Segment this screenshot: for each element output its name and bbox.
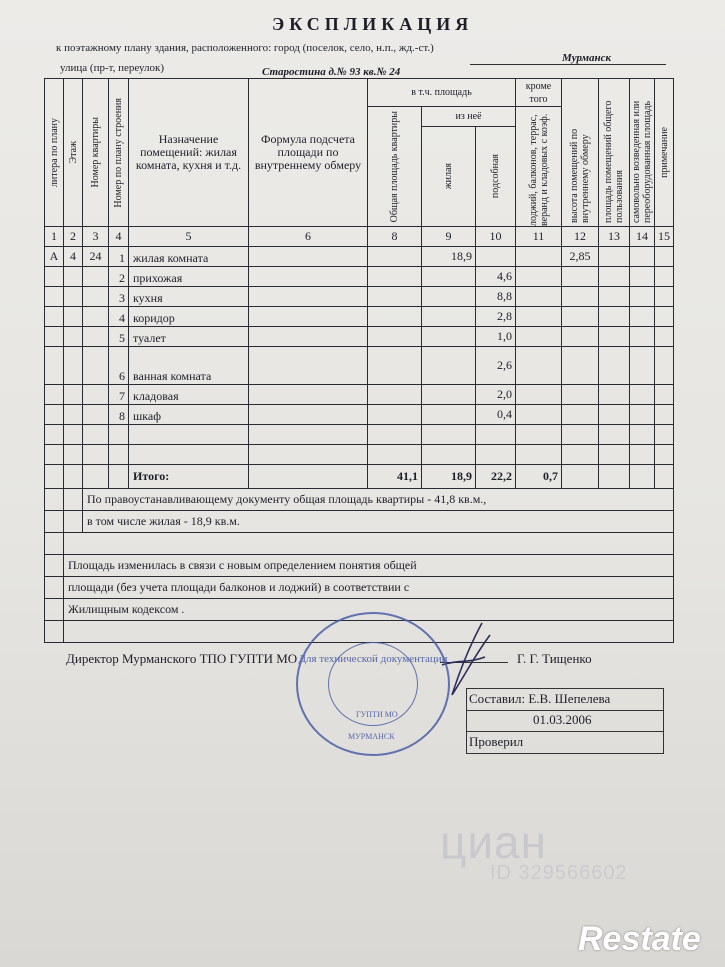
cell-living [422, 307, 476, 327]
explication-table [44, 78, 674, 643]
stamp-city: МУРМАНСК [348, 732, 395, 741]
cell-total [368, 247, 422, 267]
header-apartment: Номер квартиры [83, 79, 109, 227]
note-row [45, 533, 674, 555]
compiled-by: Составил: Е.В. Шепелева [469, 691, 611, 706]
note-row [45, 511, 674, 533]
header-loggia: лоджий, балконов, террас, веранд и кладовых с коэф. [516, 107, 562, 227]
cell-n: 6 [109, 347, 129, 385]
cell-name: кухня [129, 287, 249, 307]
cell-floor [64, 405, 83, 425]
header-note: примечание [655, 79, 674, 227]
header-total-area: Общая площадь квартиры [368, 107, 422, 227]
cell-apt [83, 287, 109, 307]
restate-logo: Restate [578, 920, 701, 958]
cian-watermark: циан [440, 816, 548, 868]
table-row [45, 267, 674, 287]
cell-lit [45, 327, 64, 347]
note-row [45, 577, 674, 599]
director-title: Директор Мурманского ТПО ГУПТИ МО [66, 651, 298, 666]
cell-floor [64, 287, 83, 307]
cell-name: туалет [129, 327, 249, 347]
cian-listing-id: ID 329566602 [490, 862, 628, 884]
cell-living [422, 327, 476, 347]
cell-name: жилая комната [129, 247, 249, 267]
header-living: жилая [422, 127, 476, 227]
table-row [45, 347, 674, 385]
cell-floor [64, 267, 83, 287]
cell-aux: 2,6 [476, 347, 516, 385]
total-aux: 22,2 [476, 465, 516, 489]
cell-living [422, 287, 476, 307]
cell-floor [64, 327, 83, 347]
total-total: 41,1 [368, 465, 422, 489]
cell-height [562, 287, 599, 307]
cell-aux: 4,6 [476, 267, 516, 287]
note-text: площади (без учета площади балконов и лоджий) в соответствии с [64, 577, 674, 599]
cell-height [562, 405, 599, 425]
cell-lit [45, 347, 64, 385]
stamp-org: ГУПТИ МО [356, 710, 398, 719]
note-text [64, 533, 674, 555]
city-value: Мурманск [470, 52, 666, 65]
cell-height [562, 267, 599, 287]
cell-apt [83, 307, 109, 327]
cell-aux: 2,8 [476, 307, 516, 327]
cell-apt [83, 327, 109, 347]
cell-living [422, 405, 476, 425]
totals-row [45, 465, 674, 489]
table-row [45, 307, 674, 327]
cell-aux: 0,4 [476, 405, 516, 425]
cell-floor: 4 [64, 247, 83, 267]
cell-aux: 8,8 [476, 287, 516, 307]
table-row-empty [45, 445, 674, 465]
cell-floor [64, 307, 83, 327]
cell-lit [45, 267, 64, 287]
note-row [45, 489, 674, 511]
cell-height [562, 347, 599, 385]
document-title: ЭКСПЛИКАЦИЯ [272, 14, 474, 34]
header-except: кроме того [516, 79, 562, 107]
cell-aux [476, 247, 516, 267]
cell-n: 4 [109, 307, 129, 327]
cell-n: 1 [109, 247, 129, 267]
header-plan-number: Номер по плану строения [109, 79, 129, 227]
header-auxiliary: подсобная [476, 127, 516, 227]
table-row [45, 327, 674, 347]
cell-total [368, 405, 422, 425]
street-value: Старостина д.№ 93 кв.№ 24 [262, 66, 401, 78]
cell-height [562, 307, 599, 327]
header-height: высота помещений по внутреннему обмеру [562, 79, 599, 227]
cell-total [368, 267, 422, 287]
total-living: 18,9 [422, 465, 476, 489]
compiled-box [466, 688, 664, 754]
cell-n: 8 [109, 405, 129, 425]
column-numbers-row: 1 2 3 4 5 6 8 9 10 11 12 13 14 15 [45, 227, 674, 247]
cell-floor [64, 385, 83, 405]
cell-apt [83, 347, 109, 385]
cell-n: 5 [109, 327, 129, 347]
table-row [45, 385, 674, 405]
cell-lit [45, 385, 64, 405]
cell-total [368, 385, 422, 405]
table-row [45, 405, 674, 425]
note-text: Площадь изменилась в связи с новым определением понятия общей [64, 555, 674, 577]
cell-total [368, 287, 422, 307]
header-litera: литера по плану [45, 79, 64, 227]
cell-total [368, 307, 422, 327]
cell-lit [45, 405, 64, 425]
document-subtitle: к поэтажному плану здания, расположенного: город (поселок, село, н.п., жд.-ст.) [56, 42, 434, 54]
cell-lit [45, 287, 64, 307]
cell-lit: А [45, 247, 64, 267]
director-name: Г. Г. Тищенко [517, 651, 592, 666]
cell-name: шкаф [129, 405, 249, 425]
note-text: По правоустанавливающему документу общая площадь квартиры - 41,8 кв.м., [83, 489, 674, 511]
checked-by: Проверил [469, 734, 524, 749]
cell-floor [64, 347, 83, 385]
table-row [45, 287, 674, 307]
cell-apt [83, 385, 109, 405]
cell-height: 2,85 [562, 247, 599, 267]
cell-name: кладовая [129, 385, 249, 405]
cell-height [562, 327, 599, 347]
cell-n: 2 [109, 267, 129, 287]
header-common-area: площадь помещений общего пользования [599, 79, 630, 227]
cell-name: прихожая [129, 267, 249, 287]
cell-apt: 24 [83, 247, 109, 267]
header-area-group: в т.ч. площадь [368, 79, 516, 107]
official-stamp [296, 612, 450, 756]
cell-living [422, 347, 476, 385]
compiled-date: 01.03.2006 [533, 712, 592, 727]
note-text: в том числе жилая - 18,9 кв.м. [83, 511, 674, 533]
cell-lit [45, 307, 64, 327]
cell-total [368, 327, 422, 347]
total-label: Итого: [129, 465, 249, 489]
table-row-empty [45, 425, 674, 445]
cell-name: коридор [129, 307, 249, 327]
header-floor: Этаж [64, 79, 83, 227]
cell-n: 7 [109, 385, 129, 405]
cell-height [562, 385, 599, 405]
cell-total [368, 347, 422, 385]
cell-n: 3 [109, 287, 129, 307]
table-row [45, 247, 674, 267]
cell-aux: 1,0 [476, 327, 516, 347]
stamp-text: Для технической документации [298, 653, 448, 665]
header-unauthorized: самовольно возведенная или переоборудованная площадь [630, 79, 655, 227]
cell-apt [83, 405, 109, 425]
note-row [45, 555, 674, 577]
street-label: улица (пр-т, переулок) [60, 62, 164, 74]
note-text: Жилищным кодексом . [64, 599, 674, 621]
header-of-it: из неё [422, 107, 516, 127]
header-purpose: Назначение помещений: жилая комната, кухня и т.д. [129, 79, 249, 227]
cell-apt [83, 267, 109, 287]
cell-living [422, 267, 476, 287]
cell-name: ванная комната [129, 347, 249, 385]
header-formula: Формула подсчета площади по внутреннему обмеру [249, 79, 368, 227]
cell-living: 18,9 [422, 247, 476, 267]
total-extra: 0,7 [516, 465, 562, 489]
cell-living [422, 385, 476, 405]
cell-aux: 2,0 [476, 385, 516, 405]
